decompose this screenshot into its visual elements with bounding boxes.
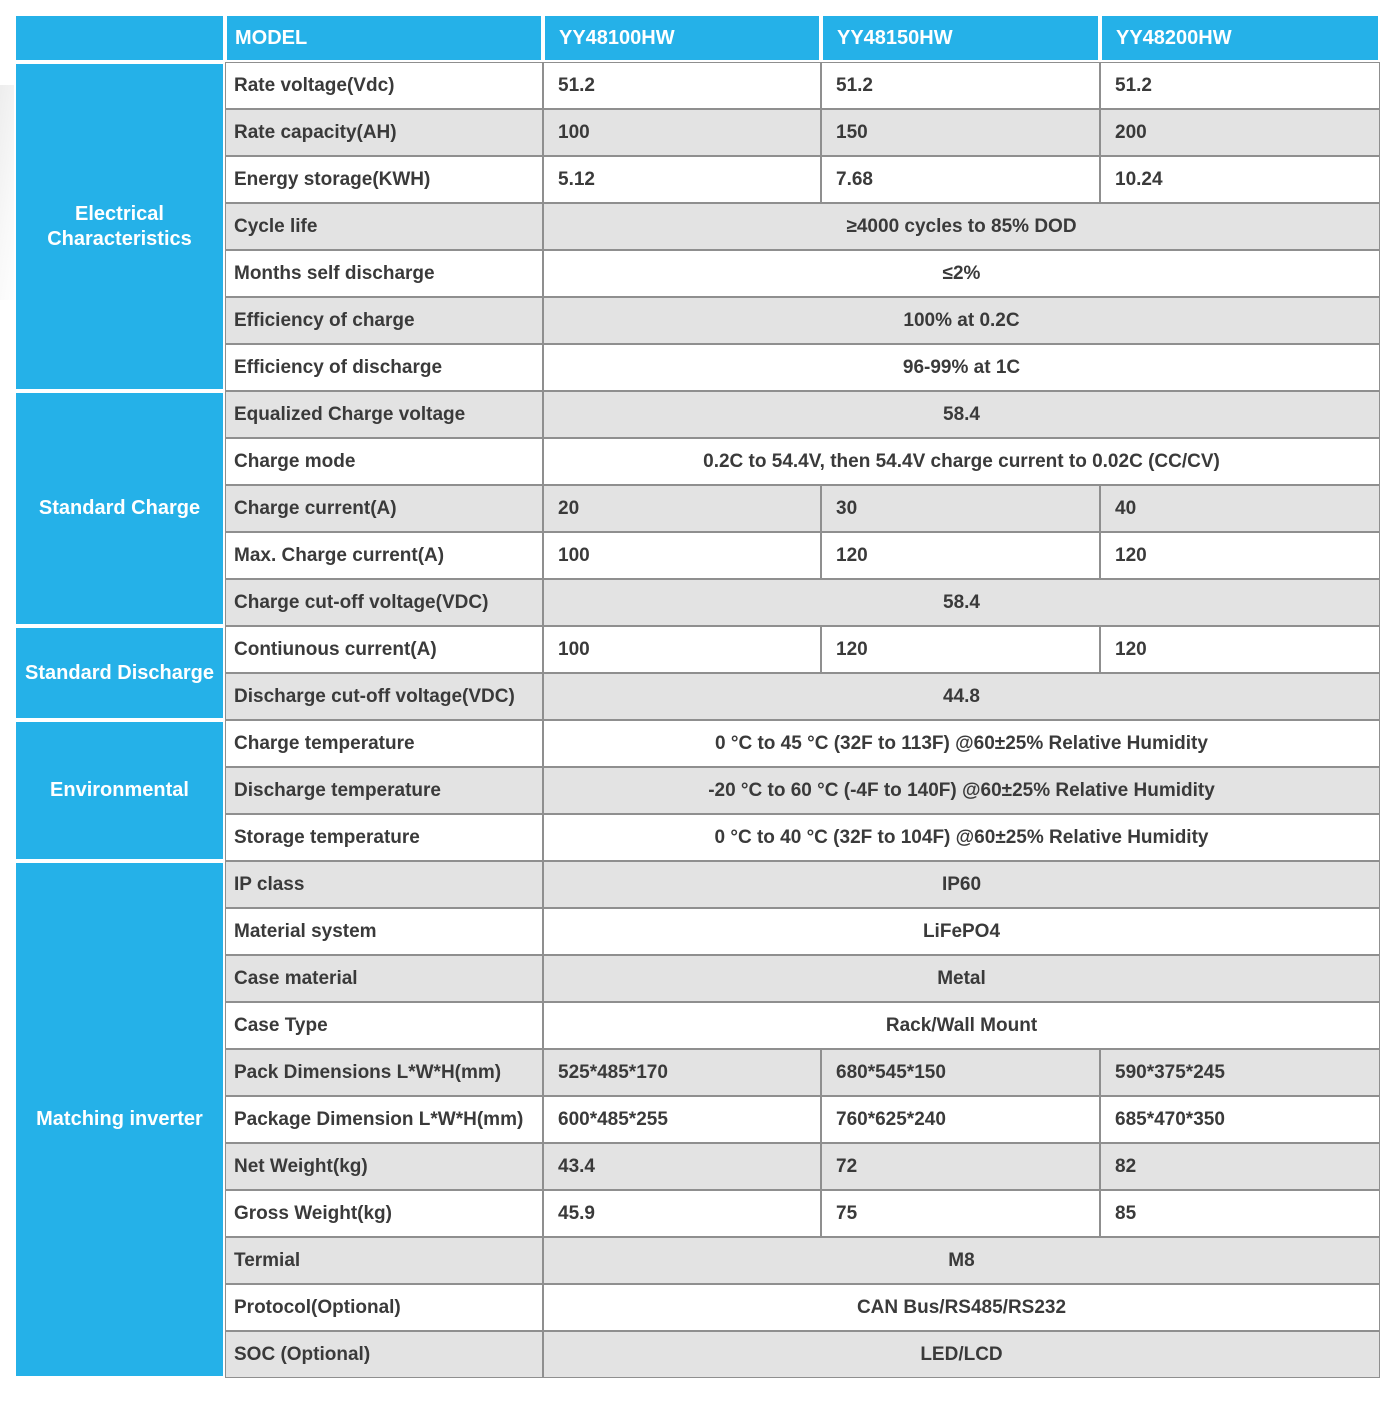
row-label: IP class bbox=[225, 861, 543, 908]
row-label: Equalized Charge voltage bbox=[225, 391, 543, 438]
value-cell: 685*470*350 bbox=[1100, 1096, 1380, 1143]
header-model-1: YY48100HW bbox=[543, 14, 821, 62]
row-label: Case material bbox=[225, 955, 543, 1002]
row-label: SOC (Optional) bbox=[225, 1331, 543, 1378]
value-cell: 100 bbox=[543, 532, 821, 579]
row-label: Efficiency of discharge bbox=[225, 344, 543, 391]
header-model-label: MODEL bbox=[225, 14, 543, 62]
span-value-cell: LED/LCD bbox=[543, 1331, 1380, 1378]
spec-row bbox=[14, 62, 1380, 109]
row-label: Charge current(A) bbox=[225, 485, 543, 532]
value-cell: 85 bbox=[1100, 1190, 1380, 1237]
row-label: Months self discharge bbox=[225, 250, 543, 297]
row-label: Protocol(Optional) bbox=[225, 1284, 543, 1331]
row-label: Rate capacity(AH) bbox=[225, 109, 543, 156]
row-label: Charge mode bbox=[225, 438, 543, 485]
spec-row bbox=[14, 626, 1380, 673]
value-cell: 590*375*245 bbox=[1100, 1049, 1380, 1096]
row-label: Net Weight(kg) bbox=[225, 1143, 543, 1190]
value-cell: 120 bbox=[821, 532, 1100, 579]
span-value-cell: 58.4 bbox=[543, 579, 1380, 626]
value-cell: 200 bbox=[1100, 109, 1380, 156]
row-label: Case Type bbox=[225, 1002, 543, 1049]
span-value-cell: 0.2C to 54.4V, then 54.4V charge current to 0.02C (CC/CV) bbox=[543, 438, 1380, 485]
row-label: Rate voltage(Vdc) bbox=[225, 62, 543, 109]
span-value-cell: 58.4 bbox=[543, 391, 1380, 438]
value-cell: 760*625*240 bbox=[821, 1096, 1100, 1143]
value-cell: 680*545*150 bbox=[821, 1049, 1100, 1096]
row-label: Discharge temperature bbox=[225, 767, 543, 814]
span-value-cell: Metal bbox=[543, 955, 1380, 1002]
row-label: Cycle life bbox=[225, 203, 543, 250]
row-label: Discharge cut-off voltage(VDC) bbox=[225, 673, 543, 720]
span-value-cell: CAN Bus/RS485/RS232 bbox=[543, 1284, 1380, 1331]
value-cell: 10.24 bbox=[1100, 156, 1380, 203]
value-cell: 51.2 bbox=[543, 62, 821, 109]
span-value-cell: Rack/Wall Mount bbox=[543, 1002, 1380, 1049]
span-value-cell: 0 °C to 45 °C (32F to 113F) @60±25% Relative Humidity bbox=[543, 720, 1380, 767]
value-cell: 40 bbox=[1100, 485, 1380, 532]
value-cell: 7.68 bbox=[821, 156, 1100, 203]
span-value-cell: IP60 bbox=[543, 861, 1380, 908]
battery-spec-table bbox=[14, 14, 1380, 1378]
row-label: Max. Charge current(A) bbox=[225, 532, 543, 579]
category-cell: Standard Charge bbox=[14, 391, 225, 626]
value-cell: 82 bbox=[1100, 1143, 1380, 1190]
row-label: Charge temperature bbox=[225, 720, 543, 767]
row-label: Package Dimension L*W*H(mm) bbox=[225, 1096, 543, 1143]
row-label: Contiunous current(A) bbox=[225, 626, 543, 673]
value-cell: 120 bbox=[821, 626, 1100, 673]
span-value-cell: 96-99% at 1C bbox=[543, 344, 1380, 391]
span-value-cell: LiFePO4 bbox=[543, 908, 1380, 955]
value-cell: 100 bbox=[543, 109, 821, 156]
span-value-cell: 44.8 bbox=[543, 673, 1380, 720]
value-cell: 72 bbox=[821, 1143, 1100, 1190]
row-label: Charge cut-off voltage(VDC) bbox=[225, 579, 543, 626]
value-cell: 51.2 bbox=[821, 62, 1100, 109]
row-label: Storage temperature bbox=[225, 814, 543, 861]
header-corner-cell bbox=[14, 14, 225, 62]
value-cell: 100 bbox=[543, 626, 821, 673]
spec-table-container bbox=[14, 14, 1380, 1378]
category-cell: Matching inverter bbox=[14, 861, 225, 1378]
value-cell: 43.4 bbox=[543, 1143, 821, 1190]
table-header-row bbox=[14, 14, 1380, 62]
value-cell: 30 bbox=[821, 485, 1100, 532]
span-value-cell: ≥4000 cycles to 85% DOD bbox=[543, 203, 1380, 250]
span-value-cell: 0 °C to 40 °C (32F to 104F) @60±25% Relative Humidity bbox=[543, 814, 1380, 861]
row-label: Energy storage(KWH) bbox=[225, 156, 543, 203]
header-model-3: YY48200HW bbox=[1100, 14, 1380, 62]
row-label: Termial bbox=[225, 1237, 543, 1284]
value-cell: 150 bbox=[821, 109, 1100, 156]
row-label: Pack Dimensions L*W*H(mm) bbox=[225, 1049, 543, 1096]
value-cell: 120 bbox=[1100, 532, 1380, 579]
value-cell: 51.2 bbox=[1100, 62, 1380, 109]
value-cell: 5.12 bbox=[543, 156, 821, 203]
span-value-cell: ≤2% bbox=[543, 250, 1380, 297]
spec-row bbox=[14, 861, 1380, 908]
value-cell: 45.9 bbox=[543, 1190, 821, 1237]
spec-row bbox=[14, 720, 1380, 767]
value-cell: 75 bbox=[821, 1190, 1100, 1237]
value-cell: 120 bbox=[1100, 626, 1380, 673]
category-cell: Electrical Characteristics bbox=[14, 62, 225, 391]
span-value-cell: -20 °C to 60 °C (-4F to 140F) @60±25% Relative Humidity bbox=[543, 767, 1380, 814]
value-cell: 600*485*255 bbox=[543, 1096, 821, 1143]
value-cell: 525*485*170 bbox=[543, 1049, 821, 1096]
spec-row bbox=[14, 391, 1380, 438]
row-label: Gross Weight(kg) bbox=[225, 1190, 543, 1237]
row-label: Material system bbox=[225, 908, 543, 955]
row-label: Efficiency of charge bbox=[225, 297, 543, 344]
span-value-cell: M8 bbox=[543, 1237, 1380, 1284]
category-cell: Standard Discharge bbox=[14, 626, 225, 720]
header-model-2: YY48150HW bbox=[821, 14, 1100, 62]
value-cell: 20 bbox=[543, 485, 821, 532]
span-value-cell: 100% at 0.2C bbox=[543, 297, 1380, 344]
category-cell: Environmental bbox=[14, 720, 225, 861]
